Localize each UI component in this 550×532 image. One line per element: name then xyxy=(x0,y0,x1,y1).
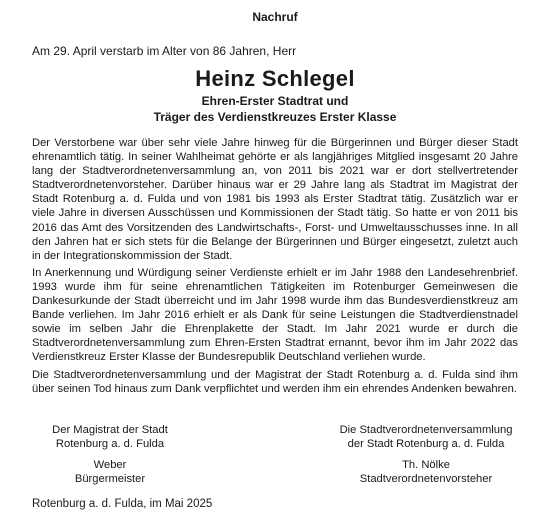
signature-person: Weber xyxy=(93,459,127,472)
obituary-body xyxy=(32,136,518,399)
honorary-title-line-1: Ehren-Erster Stadtrat und xyxy=(201,94,349,108)
intro-line: Am 29. April verstarb im Alter von 86 Jahren, Herr xyxy=(32,44,297,58)
signature-person: Th. Nölke xyxy=(402,459,450,472)
paragraph-career: Der Verstorbene war über sehr viele Jahre hinweg für die Bürgerinnen und Bürger dieser Stadt ehrenamtlich tätig. In seiner Wahlheimat gehörte er als langjähriges Mitglied insgesamt 20 Jahre lang der Stadtverordnetenversammlung an, von 2011 bis 2021 war er dort stellvertretender Stadtverordnetenvorsteher. Darüber hinaus war er 29 Jahre lang als Stadtrat im Magistrat der Stadt Rotenburg a. d. Fulda und von 1981 bis 1993 als Erster Stadtrat tätig. Zusätzlich war er viele Jahre in diversen Ausschüssen und Kommissionen der Stadt tätig. So hatte er von 2011 bis 2016 das Amt des Vorsitzenden des Landwirtschafts-, Forst- und Umweltausschusses inne. In all den Jahren hat er sich stets für die Belange der Bürgerinnen und Bürger eingesetzt, zuletzt auch in der Integrationskommission der Stadt. xyxy=(32,137,518,262)
deceased-name: Heinz Schlegel xyxy=(195,66,355,91)
place-and-date: Rotenburg a. d. Fulda, im Mai 2025 xyxy=(32,498,213,510)
paragraph-gratitude: Die Stadtverordnetenversammlung und der Magistrat der Stadt Rotenburg a. d. Fulda sind ihm über seinen Tod hinaus zum Dank verpflichtet und werden ihm ein ehrendes Andenken bewahren. xyxy=(32,368,518,395)
signature-org-line-1: Der Magistrat der Stadt xyxy=(52,424,168,436)
signature-org-line-1: Die Stadtverordnetenversammlung xyxy=(339,424,513,436)
signature-role: Bürgermeister xyxy=(74,473,146,486)
honorary-title-line-2: Träger des Verdienstkreuzes Erster Klasse xyxy=(153,110,397,124)
paragraph-honors: In Anerkennung und Würdigung seiner Verdienste erhielt er im Jahr 1988 den Landesehrenbrief. 1993 wurde ihm für seine ehrenamtlichen Tätigkeiten im Rotenburger Gemeinwesen die Dankesurkunde der Stadt überreicht und im Jahr 1998 wurde ihm das Bundesverdienstkreuz am Bande verliehen. Im Jahr 2016 erhielt er als Dank für seine Leistungen die Stadtverdienstnadel sowie im selben Jahr die Ehrenplakette der Stadt. Im Jahr 2021 wurde er durch die Stadtverordnetenversammlung zum Ehren-Ersten Stadtrat ernannt, bevor ihm im Jahr 2022 das Verdienstkreuz Erster Klasse der Bundesrepublik Deutschland verliehen wurde. xyxy=(32,266,518,364)
signature-role: Stadtverordnetenvorsteher xyxy=(359,473,493,486)
signature-org-line-2: der Stadt Rotenburg a. d. Fulda xyxy=(347,438,505,451)
signature-magistrat xyxy=(0,423,220,486)
signature-stadtverordnetenversammlung xyxy=(316,423,536,486)
notice-heading: Nachruf xyxy=(252,10,298,24)
signature-org-line-2: Rotenburg a. d. Fulda xyxy=(55,438,165,451)
